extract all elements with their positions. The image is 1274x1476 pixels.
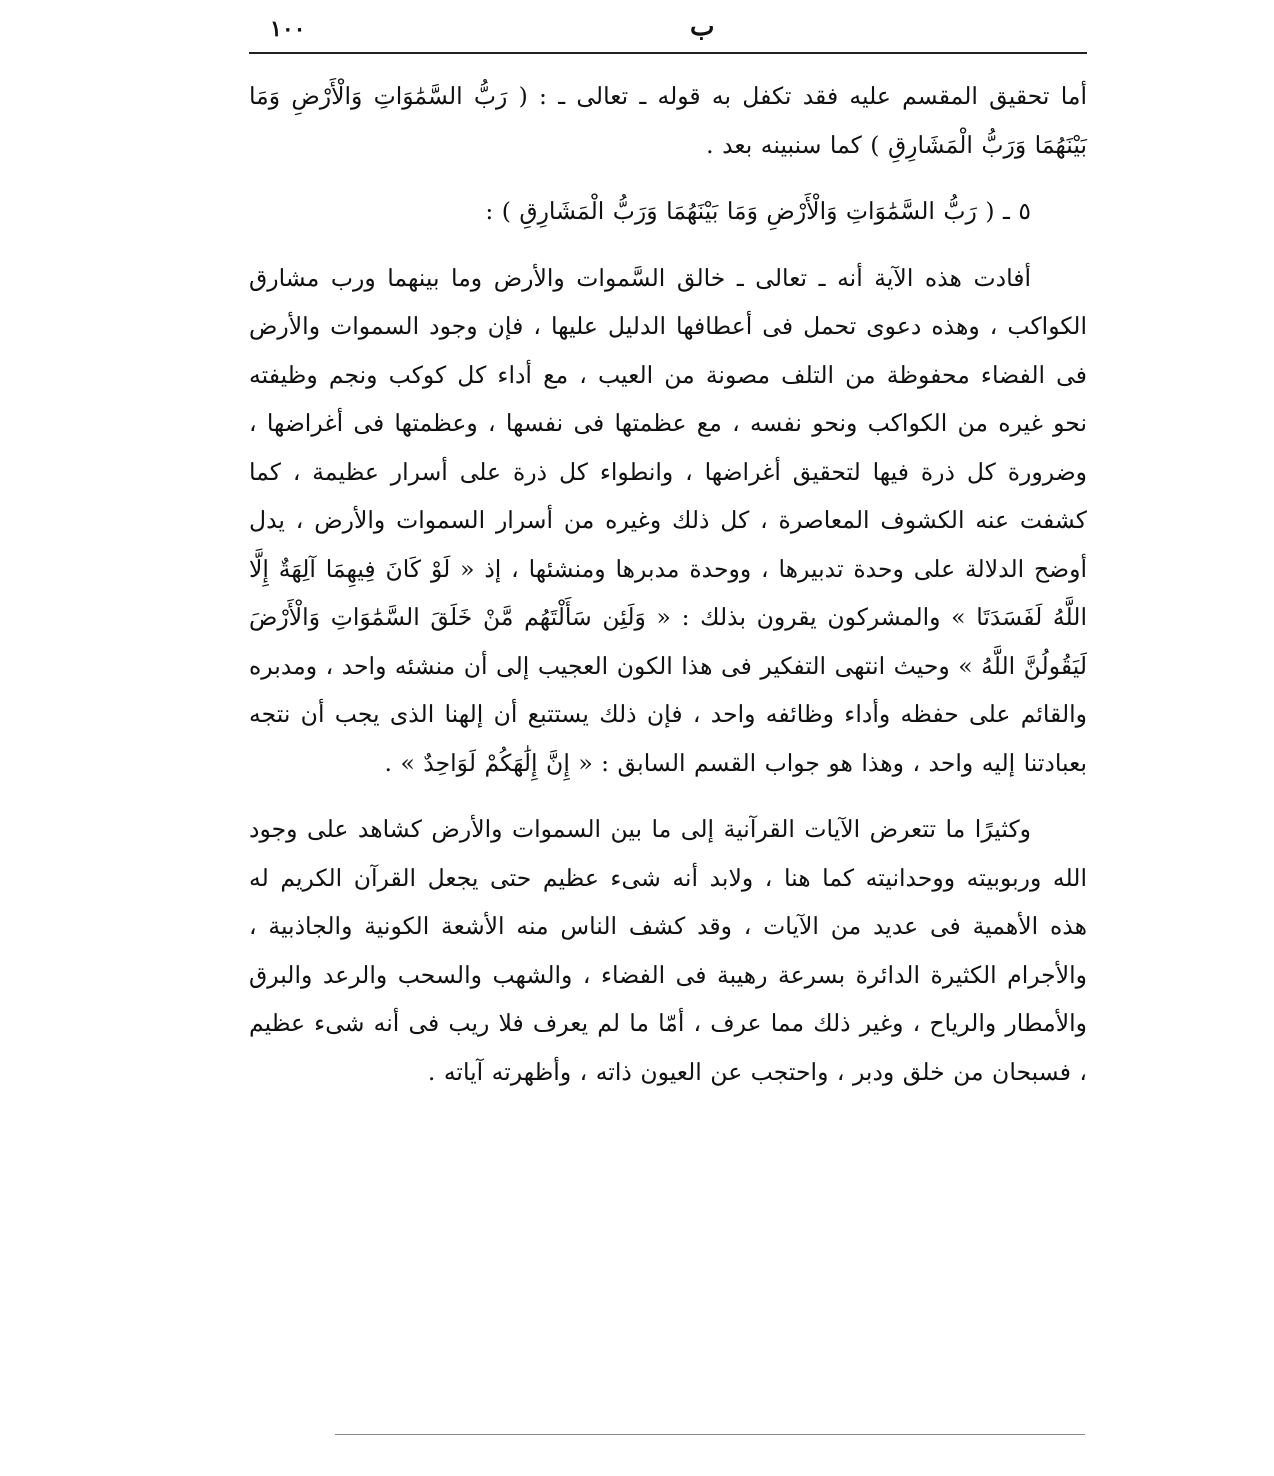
paragraph-commentary: أفادت هذه الآية أنه ـ تعالى ـ خالق السَّموات والأرض وما بينهما ورب مشارق الكواكب ، وهذه دعوى تحمل فى أعطافها الدليل عليها ، فإن وجود السموات والأرض فى الفضاء محفوظة من التلف مصونة من العيب ، مع أداء كل كوكب ونجم وظيفته نحو غيره من الكواكب ونحو نفسه ، مع عظمتها فى نفسها ، وعظمتها فى أغراضها ، وضرورة كل ذرة فيها لتحقيق أغراضها ، وانطواء كل ذرة على أسرار عظيمة ، كما كشفت عنه الكشوف المعاصرة ، كل ذلك وغيره من أسرار السموات والأرض ، يدل أوضح الدلالة على وحدة تدبيرها ، ووحدة مدبرها ومنشئها ، إذ « لَوْ كَانَ فِيهِمَا آلِهَةٌ إِلَّا اللَّهُ لَفَسَدَتَا » والمشركون يقرون بذلك : « وَلَئِن سَأَلْتَهُم مَّنْ خَلَقَ السَّمَٰوَاتِ وَالْأَرْضَ لَيَقُولُنَّ اللَّهُ » وحيث انتهى التفكير فى هذا الكون العجيب إلى أن منشئه واحد ، ومدبره والقائم على حفظه وأداء وظائفه واحد ، فإن ذلك يستتبع أن إلهنا الذى يجب أن نتجه بعبادتنا إليه واحد ، وهذا هو جواب القسم السابق : « إِنَّ إِلَٰهَكُمْ لَوَاحِدٌ » . [249, 263, 1087, 777]
paragraph-reflection: وكثيرًا ما تتعرض الآيات القرآنية إلى ما بين السموات والأرض كشاهد على وجود الله وربوبيته ووحدانيته كما هنا ، ولابد أنه شىء عظيم حتى يجعل القرآن الكريم له هذه الأهمية فى عديد من الآيات ، وقد كشف الناس منه الأشعة الكونية والجاذبية ، والأجرام الكثيرة الدائرة بسرعة رهيبة فى الفضاء ، والشهب والسحب والرعد والبرق والأمطار والرياح ، وغير ذلك مما عرف ، أمّا ما لم يعرف فلا ريب فى أنه شىء عظيم ، فسبحان من خلق ودبر ، واحتجب عن العيون ذاته ، وأظهرته آياته . [249, 815, 1087, 1086]
page-body [249, 72, 1087, 1096]
paragraph-oath-intro: أما تحقيق المقسم عليه فقد تكفل به قوله ـ تعالى ـ : ( رَبُّ السَّمَٰوَاتِ وَالْأَرْضِ وَمَا بَيْنَهُمَا وَرَبُّ الْمَشَارِقِ ) كما سنبينه بعد . [249, 82, 1087, 159]
page-number: ١٠٠ [270, 16, 306, 42]
footer-divider [335, 1434, 1085, 1435]
header-divider [249, 52, 1087, 54]
paragraph-verse-heading: ٥ ـ ( رَبُّ السَّمَٰوَاتِ وَالْأَرْضِ وَمَا بَيْنَهُمَا وَرَبُّ الْمَشَارِقِ ) : [485, 197, 1031, 225]
header-signature-mark: ب [690, 12, 715, 42]
